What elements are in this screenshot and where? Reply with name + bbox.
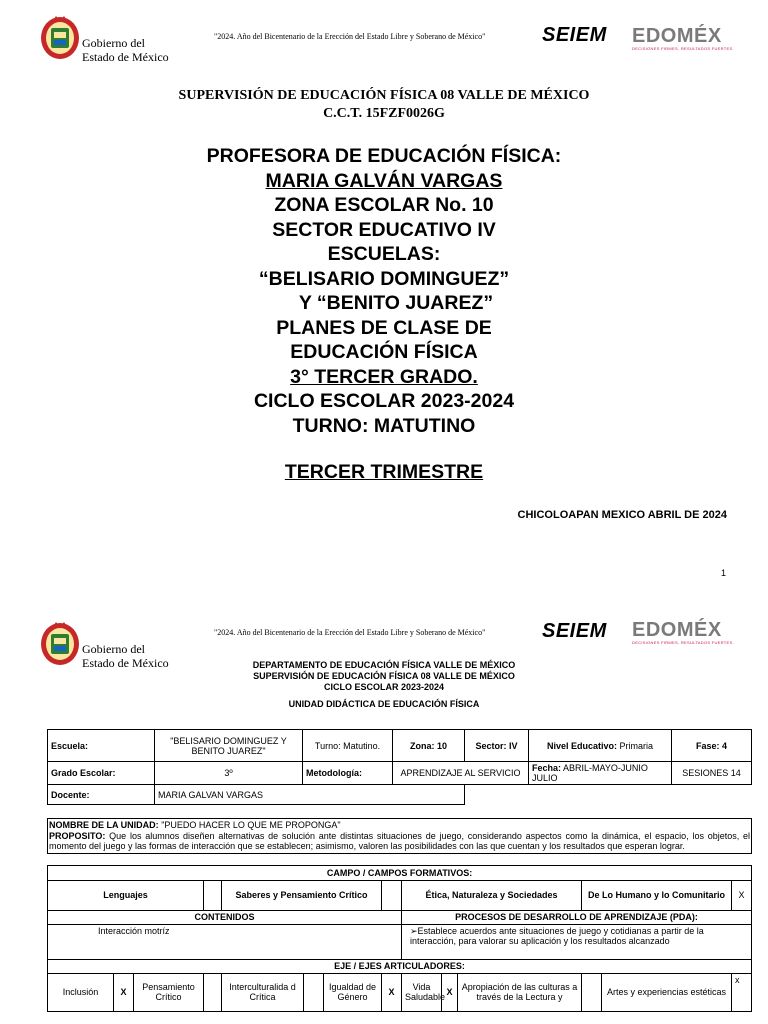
campo-humano: De Lo Humano y lo Comunitario	[582, 880, 732, 910]
eje-label: Inclusión	[48, 973, 114, 1011]
cover-line: TURNO: MATUTINO	[292, 414, 476, 437]
campo-lenguajes: Lenguajes	[48, 880, 204, 910]
contenidos-title: CONTENIDOS	[48, 910, 402, 924]
eje-label: Interculturalida d Crítica	[222, 973, 304, 1011]
eje-mark	[304, 973, 324, 1011]
metodologia-value: APRENDIZAJE AL SERVICIO	[393, 762, 529, 785]
cover-line: PROFESORA DE EDUCACIÓN FÍSICA:	[206, 145, 562, 167]
eje-label: Artes y experiencias estéticas	[602, 973, 732, 1011]
gobierno-label: Gobierno del Estado de México	[82, 642, 169, 670]
gobierno-label: Gobierno del Estado de México	[82, 36, 169, 64]
seiem-logo: SEIEM	[542, 24, 607, 46]
contenido-value: Interacción motríz	[48, 924, 402, 959]
escuela-label: Escuela:	[48, 730, 155, 762]
motto-text: "2024. Año del Bicentenario de la Erección del Estado Libre y Soberano de México"	[214, 628, 486, 637]
turno-value: Turno: Matutino.	[303, 730, 393, 762]
sector-value: Sector: IV	[465, 730, 529, 762]
fase-value: Fase: 4	[672, 730, 752, 762]
cover-line: “BELISARIO DOMINGUEZ”	[258, 267, 510, 290]
campo-etica: Ética, Naturaleza y Sociedades	[402, 880, 582, 910]
eje-label: Igualdad de Género	[324, 973, 382, 1011]
cover-line: Y “BENITO JUAREZ”	[298, 292, 494, 314]
metodologia-label: Metodología:	[303, 762, 393, 785]
motto-text: "2024. Año del Bicentenario de la Erección del Estado Libre y Soberano de México"	[214, 32, 486, 41]
docente-label: Docente:	[48, 785, 155, 805]
pda-title: PROCESOS DE DESARROLLO DE APRENDIZAJE (PDA):	[402, 910, 752, 924]
cover-line: EDUCACIÓN FÍSICA	[290, 341, 478, 363]
eje-mark: X	[382, 973, 402, 1011]
edomex-logo: EDOMÉX DECISIONES FIRMES, RESULTADOS FUERTES.	[632, 25, 734, 51]
cover-line: SECTOR EDUCATIVO IV	[272, 218, 496, 241]
department-heading: DEPARTAMENTO DE EDUCACIÓN FÍSICA VALLE DE MÉXICO SUPERVISIÓN DE EDUCACIÓN FÍSICA 08 VALLE DE MÉXICO CICLO ESCOLAR 2023-2024	[252, 660, 516, 692]
cover-lines	[0, 144, 768, 438]
sesiones-value: SESIONES 14	[672, 762, 752, 785]
campos-title: CAMPO / CAMPOS FORMATIVOS:	[48, 865, 752, 880]
page-2	[0, 598, 768, 1024]
state-seal-icon	[40, 14, 80, 60]
cover-line: ESCUELAS:	[327, 243, 441, 265]
place-date: CHICOLOAPAN MEXICO ABRIL DE 2024	[517, 509, 727, 521]
trimestre-title: TERCER TRIMESTRE	[284, 461, 484, 483]
pda-value: ➢Establece acuerdos ante situaciones de juego y cotidianas a partir de la interacción, para valorar su aplicación y los resultados alcanzado	[402, 924, 752, 959]
letterhead	[0, 0, 768, 70]
grado-label: Grado Escolar:	[48, 762, 155, 785]
campo-mark: X	[732, 880, 752, 910]
supervision-title: SUPERVISIÓN DE EDUCACIÓN FÍSICA 08 VALLE DE MÉXICO	[178, 88, 590, 103]
grado-value: 3º	[155, 762, 303, 785]
eje-label: Vida Saludable	[402, 973, 442, 1011]
cct-code: C.C.T. 15FZF0026G	[323, 106, 445, 121]
cover-line: ZONA ESCOLAR No. 10	[274, 194, 494, 216]
unit-title: UNIDAD DIDÁCTICA DE EDUCACIÓN FÍSICA	[288, 699, 480, 709]
page-number: 1	[720, 568, 726, 578]
docente-value: MARIA GALVAN VARGAS	[155, 785, 465, 805]
cover-line: MARIA GALVÁN VARGAS	[265, 169, 503, 192]
eje-label: Apropiación de las culturas a través de la Lectura y	[458, 973, 582, 1011]
eje-mark: X	[114, 973, 134, 1011]
cover-line: CICLO ESCOLAR 2023-2024	[253, 390, 515, 412]
nivel-cell: Nivel Educativo: Primaria	[529, 730, 672, 762]
zona-value: Zona: 10	[393, 730, 465, 762]
edomex-logo: EDOMÉX DECISIONES FIRMES, RESULTADOS FUERTES.	[632, 619, 734, 645]
ejes-title: EJE / EJES ARTICULADORES:	[48, 959, 752, 973]
eje-mark	[204, 973, 222, 1011]
eje-mark	[582, 973, 602, 1011]
cover-line: 3° TERCER GRADO.	[290, 365, 478, 388]
info-table	[47, 729, 752, 805]
cover-line: PLANES DE CLASE DE	[276, 316, 492, 339]
campo-saberes: Saberes y Pensamiento Crítico	[222, 880, 382, 910]
escuela-value: "BELISARIO DOMINGUEZ Y BENITO JUAREZ"	[155, 730, 303, 762]
fecha-cell: Fecha: ABRIL-MAYO-JUNIO JULIO	[529, 762, 672, 785]
unidad-proposito-cell: NOMBRE DE LA UNIDAD: "PUEDO HACER LO QUE ME PROPONGA" PROPOSITO: Que los alumnos diseñen alternativas de solución ante distintas situaciones de juego, considerando aspectos como la dinámica, el espacio, los objetos, el momento del juego y las formas de interacción que se establecen; asimismo, valoren las posibilidades con las que cuentan y los resultados que esperan lograr.	[49, 820, 751, 851]
unit-table	[47, 818, 752, 1012]
eje-label: Pensamiento Crítico	[134, 973, 204, 1011]
seiem-logo: SEIEM	[542, 620, 607, 642]
eje-mark: x	[732, 973, 752, 1011]
eje-mark: X	[442, 973, 458, 1011]
